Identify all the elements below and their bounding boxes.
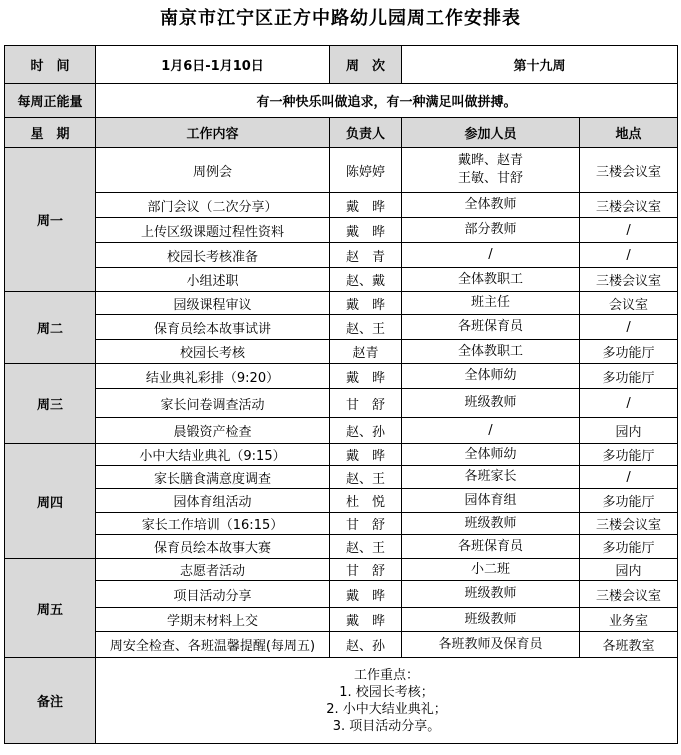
task-location: / [580, 218, 678, 243]
task-participants: 各班保育员 [402, 535, 580, 559]
task-owner: 戴 晔 [330, 444, 402, 466]
task-location: 业务室 [580, 608, 678, 632]
task-owner: 甘 舒 [330, 513, 402, 535]
task-participants: 各班保育员 [402, 315, 580, 340]
schedule-row [5, 193, 678, 218]
task-content: 园级课程审议 [96, 292, 330, 315]
task-owner: 戴 晔 [330, 364, 402, 389]
schedule-row [5, 340, 678, 364]
task-participants: 全体教职工 [402, 340, 580, 364]
task-location: 多功能厅 [580, 364, 678, 389]
notes-row [5, 658, 678, 744]
task-location: 多功能厅 [580, 489, 678, 513]
task-location: 多功能厅 [580, 444, 678, 466]
task-location: / [580, 389, 678, 418]
task-participants: / [402, 243, 580, 268]
task-content: 家长工作培训（16:15） [96, 513, 330, 535]
task-content: 园体育组活动 [96, 489, 330, 513]
week-value: 第十九周 [402, 46, 678, 84]
task-owner: 赵、王 [330, 535, 402, 559]
task-participants: 班主任 [402, 292, 580, 315]
task-content: 家长膳食满意度调查 [96, 466, 330, 489]
task-location: 三楼会议室 [580, 268, 678, 292]
header-row [5, 118, 678, 148]
motto-text: 有一种快乐叫做追求，有一种满足叫做拼搏。 [96, 84, 678, 118]
task-owner: 戴 晔 [330, 218, 402, 243]
schedule-row [5, 268, 678, 292]
task-owner: 戴 晔 [330, 608, 402, 632]
time-label: 时 间 [5, 46, 96, 84]
schedule-row [5, 489, 678, 513]
task-participants: 全体师幼 [402, 444, 580, 466]
notes-content [96, 658, 678, 744]
task-content: 结业典礼彩排（9:20） [96, 364, 330, 389]
schedule-row [5, 218, 678, 243]
week-label: 周 次 [330, 46, 402, 84]
task-owner: 戴 晔 [330, 292, 402, 315]
task-location: 园内 [580, 418, 678, 444]
task-location: 三楼会议室 [580, 193, 678, 218]
task-participants: 班级教师 [402, 608, 580, 632]
schedule-row [5, 608, 678, 632]
schedule-row [5, 315, 678, 340]
schedule-table [4, 45, 678, 744]
task-content: 周安全检查、各班温馨提醒(每周五) [96, 632, 330, 658]
schedule-row [5, 632, 678, 658]
notes-point: 1. 校园长考核； [339, 684, 434, 700]
schedule-row [5, 535, 678, 559]
schedule-row [5, 418, 678, 444]
task-owner: 赵 青 [330, 243, 402, 268]
info-row [5, 46, 678, 84]
task-location: 三楼会议室 [580, 581, 678, 608]
task-owner: 甘 舒 [330, 559, 402, 581]
task-owner: 赵、戴 [330, 268, 402, 292]
header-location: 地点 [580, 118, 678, 148]
task-location: / [580, 466, 678, 489]
task-participants: 小二班 [402, 559, 580, 581]
schedule-row [5, 581, 678, 608]
task-location: / [580, 243, 678, 268]
task-location: 园内 [580, 559, 678, 581]
task-content: 晨锻资产检查 [96, 418, 330, 444]
task-content: 学期末材料上交 [96, 608, 330, 632]
schedule-row [5, 513, 678, 535]
task-content: 小组述职 [96, 268, 330, 292]
task-owner: 戴 晔 [330, 581, 402, 608]
header-participants: 参加人员 [402, 118, 580, 148]
header-day: 星 期 [5, 118, 96, 148]
task-content: 部门会议（二次分享） [96, 193, 330, 218]
task-location: 三楼会议室 [580, 513, 678, 535]
notes-label: 备注 [5, 658, 96, 744]
task-owner: 赵青 [330, 340, 402, 364]
page-title: 南京市江宁区正方中路幼儿园周工作安排表 [160, 8, 521, 29]
task-participants: 园体育组 [402, 489, 580, 513]
motto-row [5, 84, 678, 118]
task-owner: 戴 晔 [330, 193, 402, 218]
task-location: / [580, 315, 678, 340]
task-content: 周例会 [96, 148, 330, 193]
task-participants: 各班教师及保育员 [402, 632, 580, 658]
notes-point: 2. 小中大结业典礼； [326, 701, 447, 717]
time-value: 1月6日-1月10日 [96, 46, 330, 84]
day-cell: 周五 [5, 559, 96, 658]
task-content: 校园长考核准备 [96, 243, 330, 268]
task-content: 保育员绘本故事大赛 [96, 535, 330, 559]
task-content: 小中大结业典礼（9:15） [96, 444, 330, 466]
task-content: 保育员绘本故事试讲 [96, 315, 330, 340]
schedule-row [5, 559, 678, 581]
task-content: 志愿者活动 [96, 559, 330, 581]
task-content: 校园长考核 [96, 340, 330, 364]
task-location: 多功能厅 [580, 535, 678, 559]
task-participants: 各班家长 [402, 466, 580, 489]
schedule-row [5, 466, 678, 489]
task-content: 家长问卷调查活动 [96, 389, 330, 418]
task-participants: / [402, 418, 580, 444]
schedule-row [5, 243, 678, 268]
day-cell: 周四 [5, 444, 96, 559]
notes-list [96, 667, 677, 735]
schedule-row [5, 364, 678, 389]
motto-label: 每周正能量 [5, 84, 96, 118]
day-cell: 周三 [5, 364, 96, 444]
task-owner: 甘 舒 [330, 389, 402, 418]
task-owner: 赵、王 [330, 315, 402, 340]
task-participants: 部分教师 [402, 218, 580, 243]
task-participants: 班级教师 [402, 513, 580, 535]
schedule-row [5, 389, 678, 418]
schedule-row [5, 444, 678, 466]
task-location: 会议室 [580, 292, 678, 315]
task-participants: 全体教师 [402, 193, 580, 218]
task-participants: 班级教师 [402, 389, 580, 418]
task-owner: 杜 悦 [330, 489, 402, 513]
day-cell: 周二 [5, 292, 96, 364]
header-owner: 负责人 [330, 118, 402, 148]
day-cell: 周一 [5, 148, 96, 292]
task-owner: 赵、王 [330, 466, 402, 489]
task-content: 项目活动分享 [96, 581, 330, 608]
header-content: 工作内容 [96, 118, 330, 148]
task-participants: 戴晔、赵青 王敏、甘舒 [402, 148, 580, 193]
task-content: 上传区级课题过程性资料 [96, 218, 330, 243]
task-owner: 赵、孙 [330, 632, 402, 658]
notes-point: 3. 项目活动分享。 [332, 718, 441, 734]
notes-heading: 工作重点： [354, 667, 420, 683]
schedule-row [5, 292, 678, 315]
task-location: 三楼会议室 [580, 148, 678, 193]
task-location: 各班教室 [580, 632, 678, 658]
task-location: 多功能厅 [580, 340, 678, 364]
task-owner: 陈婷婷 [330, 148, 402, 193]
task-participants: 全体教职工 [402, 268, 580, 292]
task-owner: 赵、孙 [330, 418, 402, 444]
schedule-row [5, 148, 678, 193]
task-participants: 班级教师 [402, 581, 580, 608]
task-participants: 全体师幼 [402, 364, 580, 389]
